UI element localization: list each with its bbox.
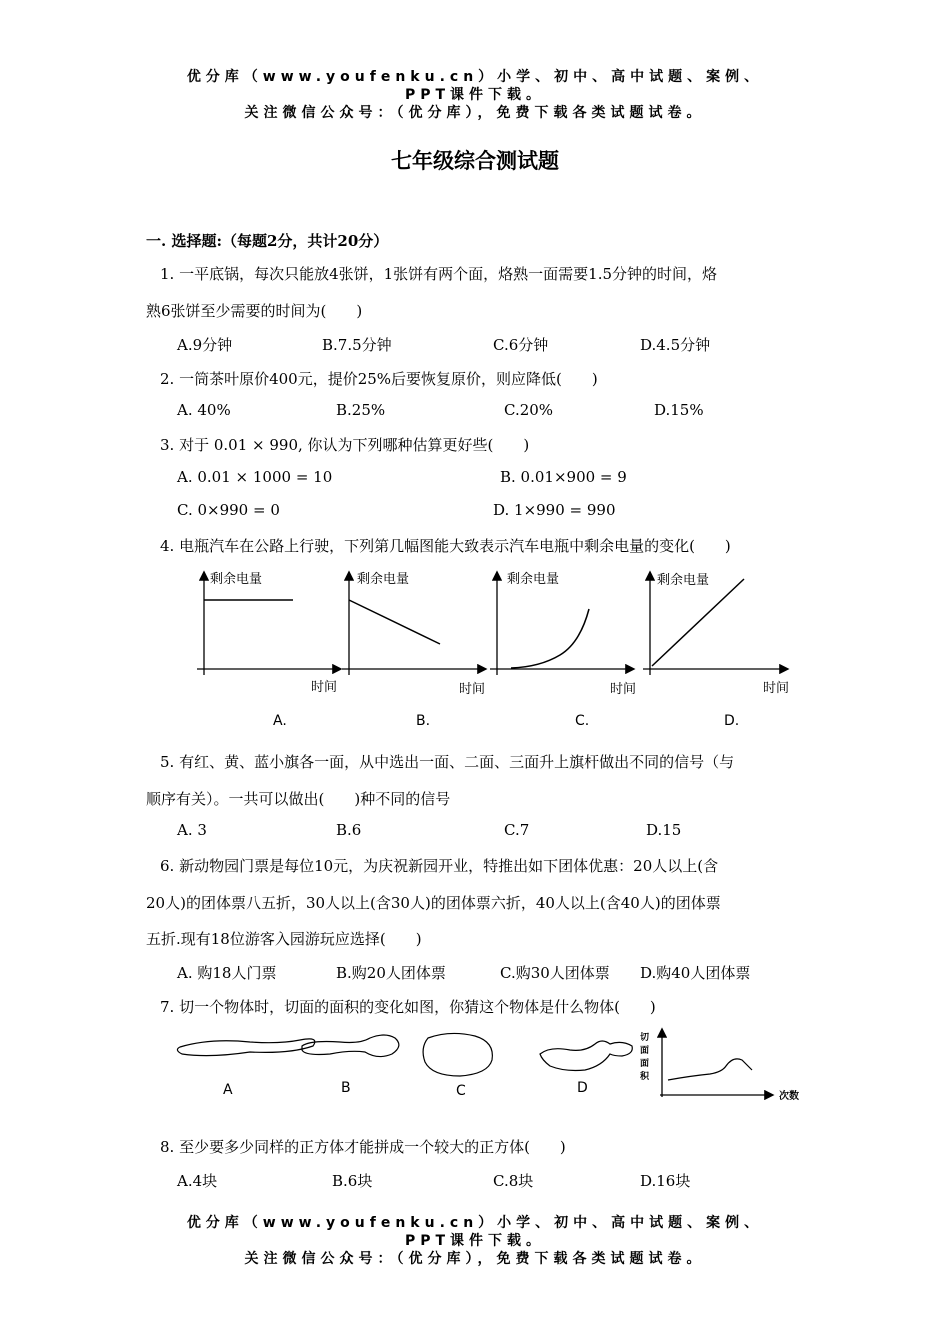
q3-option-a: A. 0.01 × 1000 = 10 xyxy=(177,468,333,486)
q6-option-b: B.购20人团体票 xyxy=(336,964,446,982)
q7-xlabel: 次数 xyxy=(779,1091,799,1102)
q6-text-line-3: 五折.现有18位游客入园游玩应选择( ) xyxy=(146,930,422,948)
q2-option-d: D.15% xyxy=(654,401,704,419)
q1-option-d: D.4.5分钟 xyxy=(640,336,711,354)
q7-label-a: A xyxy=(223,1082,233,1098)
q7-ylabel-4: 积 xyxy=(640,1072,650,1082)
q5-option-a: A. 3 xyxy=(177,821,207,839)
q4-label-b: B. xyxy=(416,713,431,729)
q2-text: 2. 一筒茶叶原价400元，提价25%后要恢复原价，则应降低( ) xyxy=(160,370,598,388)
q5-text-line-1: 5. 有红、黄、蓝小旗各一面，从中选出一面、二面、三面升上旗杆做出不同的信号（与 xyxy=(160,753,735,771)
q1-option-c: C.6分钟 xyxy=(493,336,549,354)
q7-shape-a xyxy=(177,1039,314,1056)
q4-label-d: D. xyxy=(724,713,740,729)
q8-text: 8. 至少要多少同样的正方体才能拼成一个较大的正方体( ) xyxy=(160,1138,566,1156)
q4-b-xlabel: 时间 xyxy=(459,682,486,697)
q4-d-line xyxy=(652,579,744,666)
q4-label-a: A. xyxy=(273,713,287,729)
q7-figures xyxy=(170,1022,810,1112)
q7-shape-b xyxy=(302,1035,399,1057)
q3-option-d: D. 1×990 = 990 xyxy=(493,501,616,519)
q3-text: 3. 对于 0.01 × 990, 你认为下列哪种估算更好些( ) xyxy=(160,436,530,454)
q5-option-b: B.6 xyxy=(336,821,362,839)
q6-text-line-1: 6. 新动物园门票是每位10元，为庆祝新园开业，特推出如下团体优惠：20人以上(含 xyxy=(160,857,719,875)
header-line-2: PPT课件下载。 xyxy=(404,87,546,103)
q4-c-ylabel: 剩余电量 xyxy=(507,572,560,587)
header-line-3: 关注微信公众号：（优分库），免费下载各类试题试卷。 xyxy=(244,105,706,121)
q2-option-c: C.20% xyxy=(504,401,554,419)
q4-graphs xyxy=(185,565,805,705)
footer-line-3: 关注微信公众号：（优分库），免费下载各类试题试卷。 xyxy=(244,1251,706,1267)
q7-ylabel-2: 面 xyxy=(640,1046,650,1056)
q4-c-xlabel: 时间 xyxy=(610,682,637,697)
q7-label-c: C xyxy=(456,1083,466,1099)
q6-option-d: D.购40人团体票 xyxy=(640,964,751,982)
q8-option-d: D.16块 xyxy=(640,1172,691,1190)
q4-graph-c xyxy=(490,571,636,697)
q8-option-c: C.8块 xyxy=(493,1172,534,1190)
q7-curve xyxy=(668,1059,752,1080)
q5-text-line-2: 顺序有关）。一共可以做出( )种不同的信号 xyxy=(146,790,451,808)
q6-option-c: C.购30人团体票 xyxy=(500,964,610,982)
q4-label-c: C. xyxy=(575,713,590,729)
q8-option-a: A.4块 xyxy=(177,1172,218,1190)
q4-b-line xyxy=(349,600,440,644)
q5-option-d: D.15 xyxy=(646,821,682,839)
q4-d-ylabel: 剩余电量 xyxy=(657,573,710,588)
q7-ylabel-1: 切 xyxy=(640,1033,650,1043)
q7-shape-c xyxy=(423,1033,492,1076)
q1-text-line-2: 熟6张饼至少需要的时间为( ) xyxy=(146,302,363,320)
q4-graph-d xyxy=(643,572,789,696)
q4-graph-b xyxy=(342,571,485,697)
q6-text-line-2: 20人)的团体票八五折，30人以上(含30人)的团体票六折，40人以上(含40人)的团体票 xyxy=(146,894,721,912)
q8-option-b: B.6块 xyxy=(332,1172,373,1190)
q4-b-ylabel: 剩余电量 xyxy=(357,572,410,587)
q4-a-xlabel: 时间 xyxy=(311,680,338,695)
q1-text-line-1: 1. 一平底锅，每次只能放4张饼，1张饼有两个面，烙熟一面需要1.5分钟的时间，烙 xyxy=(160,265,718,283)
q1-option-b: B.7.5分钟 xyxy=(322,336,392,354)
page-title: 七年级综合测试题 xyxy=(391,148,559,173)
q4-c-curve xyxy=(511,609,589,668)
q7-ylabel-3: 面 xyxy=(640,1059,650,1069)
section-heading: 一. 选择题:（每题2分，共计20分） xyxy=(146,232,389,250)
footer-line-2: PPT课件下载。 xyxy=(404,1233,546,1249)
q7-shape-d xyxy=(540,1041,632,1071)
q6-option-a: A. 购18人门票 xyxy=(177,964,277,982)
header-line-1: 优分库（www.youfenku.cn）小学、初中、高中试题、案例、 xyxy=(186,69,764,85)
q4-graph-a xyxy=(197,571,340,695)
q2-option-a: A. 40% xyxy=(177,401,231,419)
q4-d-xlabel: 时间 xyxy=(763,681,790,696)
q7-label-d: D xyxy=(577,1080,588,1096)
q7-text: 7. 切一个物体时，切面的面积的变化如图，你猜这个物体是什么物体( ) xyxy=(160,998,656,1016)
q4-a-ylabel: 剩余电量 xyxy=(210,572,263,587)
q7-label-b: B xyxy=(341,1080,351,1096)
footer-line-1: 优分库（www.youfenku.cn）小学、初中、高中试题、案例、 xyxy=(186,1215,764,1231)
q2-option-b: B.25% xyxy=(336,401,386,419)
q5-option-c: C.7 xyxy=(504,821,530,839)
q1-option-a: A.9分钟 xyxy=(177,336,233,354)
q4-text: 4. 电瓶汽车在公路上行驶，下列第几幅图能大致表示汽车电瓶中剩余电量的变化( ) xyxy=(160,537,731,555)
q3-option-b: B. 0.01×900 = 9 xyxy=(500,468,627,486)
q3-option-c: C. 0×990 = 0 xyxy=(177,501,280,519)
